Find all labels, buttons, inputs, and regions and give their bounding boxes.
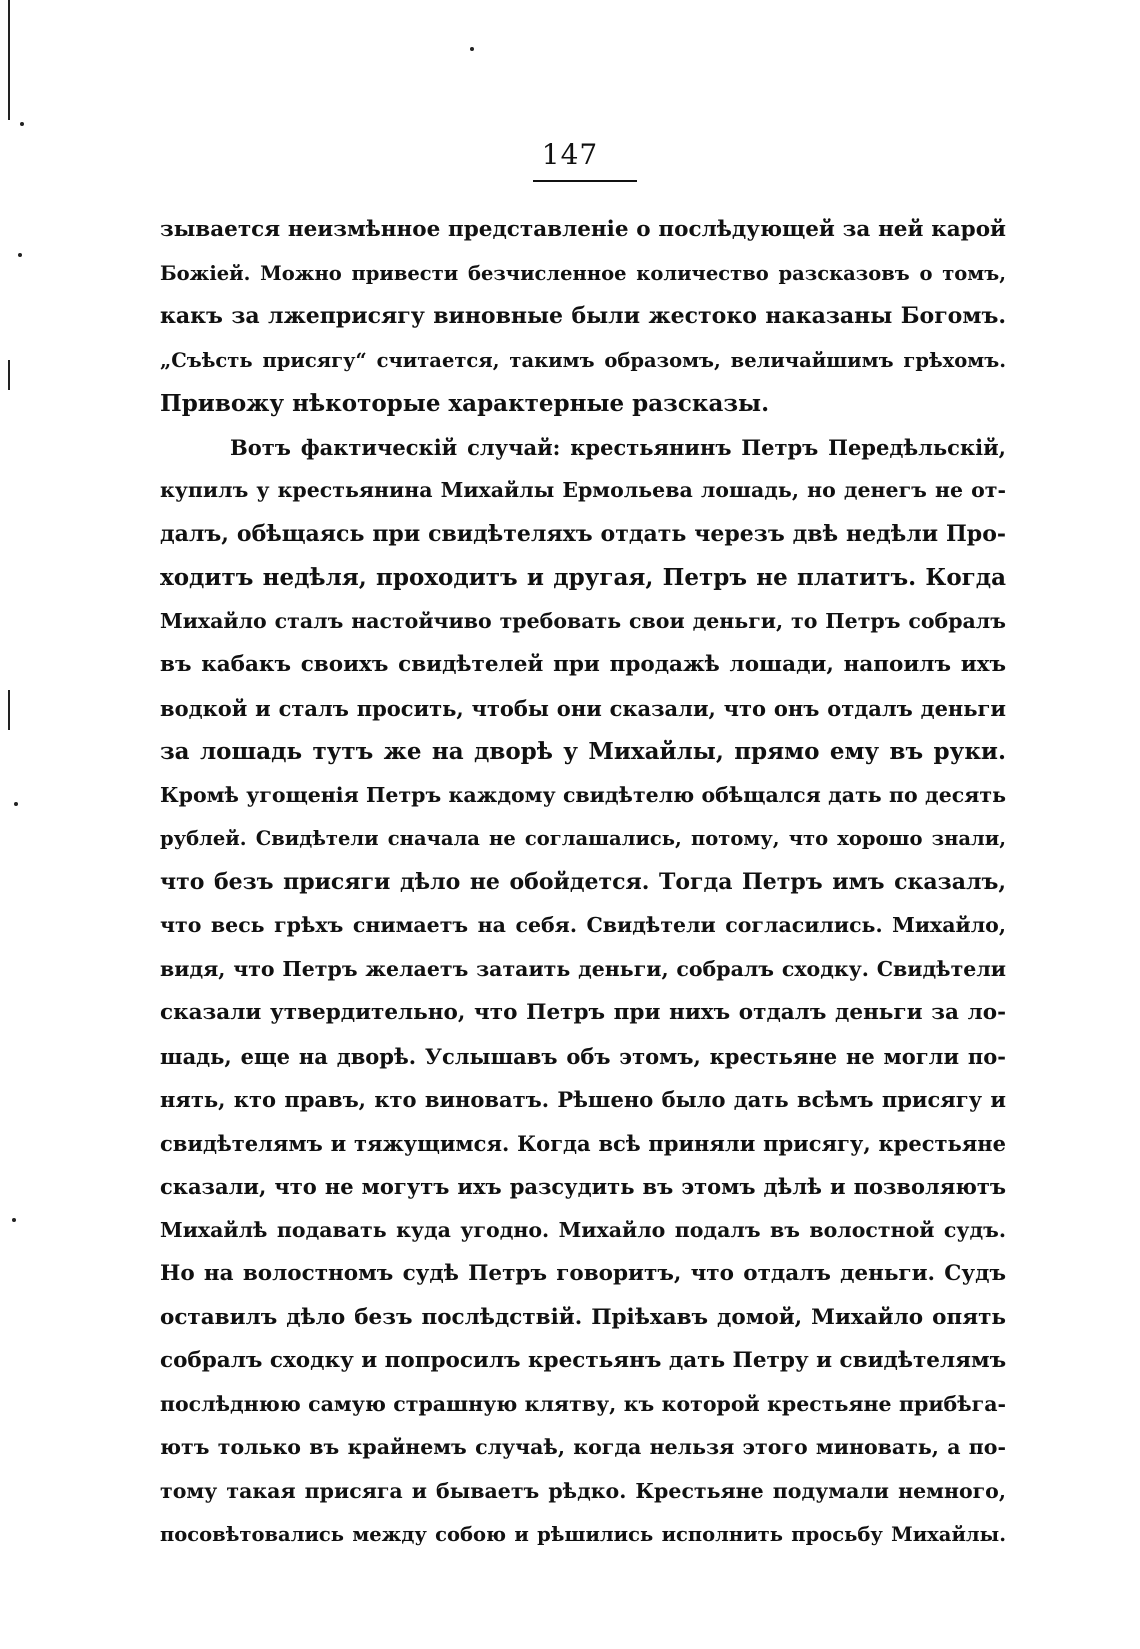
body-text xyxy=(160,208,1006,1557)
scan-speck xyxy=(18,253,22,257)
text-line: Но на волостномъ судѣ Петръ говоритъ, что отдалъ деньги. Судъ xyxy=(160,1261,1006,1286)
text-line: ходитъ недѣля, проходитъ и другая, Петръ не платитъ. Когда xyxy=(160,564,1006,591)
text-line: что безъ присяги дѣло не обойдется. Тогда Петръ имъ сказалъ, xyxy=(160,868,1006,895)
text-line: зывается неизмѣнное представленіе о послѣдующей за ней карой xyxy=(160,217,1006,242)
scan-speck xyxy=(12,1218,16,1222)
text-line: свидѣтелямъ и тяжущимся. Когда всѣ приняли присягу, крестьяне xyxy=(160,1130,1006,1156)
text-line: Божіей. Можно привести безчисленное количество разсказовъ о томъ, xyxy=(160,261,1006,285)
scan-edge-mark xyxy=(8,690,10,730)
text-line: посовѣтовались между собою и рѣшились исполнить просьбу Михайлы. xyxy=(160,1523,1006,1546)
scan-edge-mark xyxy=(8,360,10,390)
scan-speck xyxy=(470,47,474,51)
text-line: водкой и сталъ просить, чтобы они сказали, что онъ отдалъ деньги xyxy=(160,695,1006,721)
text-line: купилъ у крестьянина Михайлы Ермольева лошадь, но денегъ не от- xyxy=(160,478,1006,502)
text-line: ютъ только въ крайнемъ случаѣ, когда нельзя этого миновать, а по- xyxy=(160,1435,1006,1459)
text-line: что весь грѣхъ снимаетъ на себя. Свидѣтели согласились. Михайло, xyxy=(160,913,1006,937)
text-line: Кромѣ угощенія Петръ каждому свидѣтелю обѣщался дать по десять xyxy=(160,782,1006,807)
text-line: сказали утвердительно, что Петръ при нихъ отдалъ деньги за ло- xyxy=(160,1000,1006,1025)
text-line: нять, кто правъ, кто виноватъ. Рѣшено было дать всѣмъ присягу и xyxy=(160,1087,1006,1112)
text-line: Михайлѣ подавать куда угодно. Михайло подалъ въ волостной судъ. xyxy=(160,1217,1006,1242)
text-line: какъ за лжеприсягу виновные были жестоко наказаны Богомъ. xyxy=(160,303,1006,329)
text-line: собралъ сходку и попросилъ крестьянъ дать Петру и свидѣтелямъ xyxy=(160,1348,1007,1373)
text-line: далъ, обѣщаясь при свидѣтеляхъ отдать черезъ двѣ недѣли Про- xyxy=(160,520,1006,547)
text-line: рублей. Свидѣтели сначала не соглашались, потому, что хорошо знали, xyxy=(160,827,1006,850)
text-line: сказали, что не могутъ ихъ разсудить въ этомъ дѣлѣ и позволяютъ xyxy=(160,1174,1006,1199)
text-line: шадь, еще на дворѣ. Услышавъ объ этомъ, крестьяне не могли по- xyxy=(160,1043,1006,1069)
text-line: видя, что Петръ желаетъ затаить деньги, собралъ сходку. Свидѣтели xyxy=(160,956,1006,981)
text-line: Михайло сталъ настойчиво требовать свои деньги, то Петръ собралъ xyxy=(160,608,1006,633)
text-line: Привожу нѣкоторые характерные разсказы. xyxy=(160,390,770,417)
scan-edge-mark xyxy=(8,0,10,120)
text-line: „Съѣсть присягу“ считается, такимъ образомъ, величайшимъ грѣхомъ. xyxy=(160,348,1006,372)
text-line: въ кабакъ своихъ свидѣтелей при продажѣ лошади, напоилъ ихъ xyxy=(160,652,1006,677)
paragraph-first-line: Вотъ фактическій случай: крестьянинъ Петръ Передѣльскій, xyxy=(230,434,1006,460)
text-line: оставилъ дѣло безъ послѣдствій. Пріѣхавъ домой, Михайло опять xyxy=(160,1304,1006,1330)
scan-speck xyxy=(14,802,18,806)
text-line: послѣднюю самую страшную клятву, къ которой крестьяне прибѣга- xyxy=(160,1391,1006,1416)
page-number-rule xyxy=(533,180,637,182)
text-line: тому такая присяга и бываетъ рѣдко. Крестьяне подумали немного, xyxy=(160,1478,1006,1503)
page-number: 147 xyxy=(541,138,599,171)
scan-speck xyxy=(20,122,24,126)
text-line: за лошадь тутъ же на дворѣ у Михайлы, прямо ему въ руки. xyxy=(160,738,1006,765)
